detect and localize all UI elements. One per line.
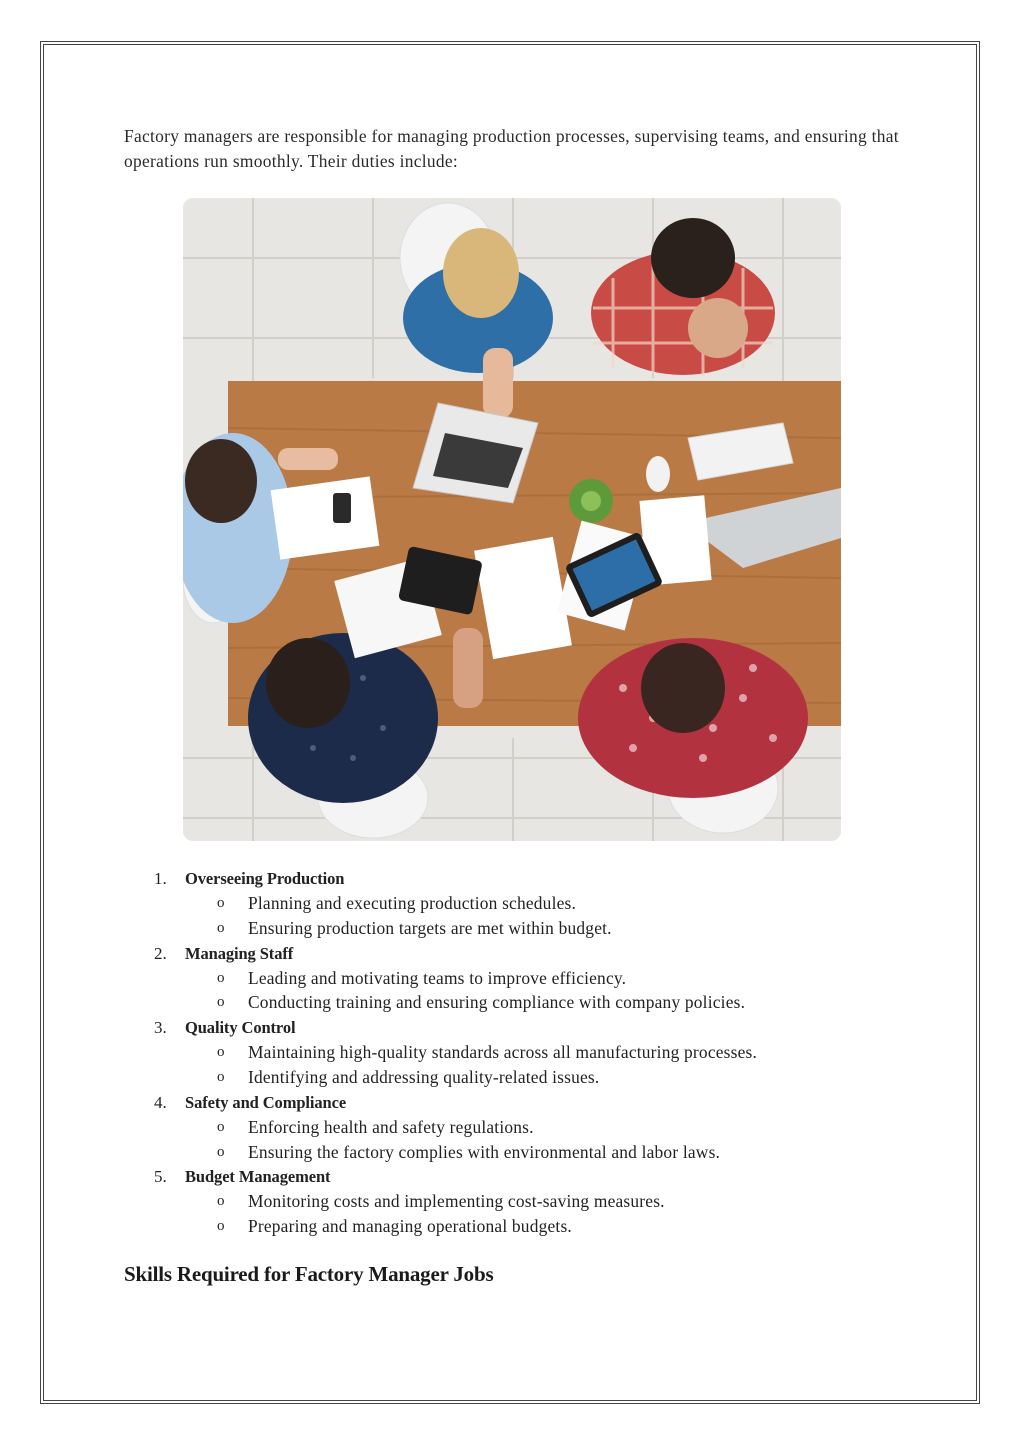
duty-item <box>124 866 924 941</box>
bullet-marker: o <box>217 1193 225 1210</box>
list-item <box>124 966 924 991</box>
duty-title: Safety and Compliance <box>185 1092 347 1112</box>
team-meeting-photo <box>183 198 841 841</box>
list-item <box>124 916 924 941</box>
duty-subitems <box>124 1040 924 1090</box>
duty-item <box>124 1164 924 1239</box>
duty-item <box>124 1015 924 1090</box>
list-item-text: Monitoring costs and implementing cost-saving measures. <box>248 1191 665 1212</box>
duty-number: 3. <box>154 1018 167 1038</box>
duty-number: 1. <box>154 869 167 888</box>
duty-number: 2. <box>154 943 167 963</box>
list-item-text: Maintaining high-quality standards across all manufacturing processes. <box>248 1042 758 1063</box>
list-item <box>124 1065 924 1090</box>
duty-header <box>124 1015 924 1040</box>
bullet-marker: o <box>217 895 225 911</box>
list-item-text: Ensuring production targets are met within budget. <box>248 917 612 938</box>
bullet-marker: o <box>217 1218 225 1235</box>
duty-item <box>124 941 924 1016</box>
bullet-marker: o <box>217 969 225 986</box>
duty-header <box>124 941 924 966</box>
list-item <box>124 1189 924 1214</box>
bullet-marker: o <box>217 1118 225 1135</box>
list-item-text: Identifying and addressing quality-related issues. <box>248 1066 600 1087</box>
list-item <box>124 1040 924 1065</box>
list-item-text: Planning and executing production schedules. <box>248 893 577 913</box>
duty-subitems <box>124 1115 924 1165</box>
duty-header <box>124 866 924 891</box>
list-item <box>124 1140 924 1165</box>
list-item <box>124 990 924 1015</box>
duty-title: Managing Staff <box>185 943 294 963</box>
bullet-marker: o <box>217 1044 225 1061</box>
list-item <box>124 891 924 916</box>
list-item-text: Ensuring the factory complies with environmental and labor laws. <box>248 1141 721 1162</box>
list-item <box>124 1115 924 1140</box>
list-item-text: Leading and motivating teams to improve efficiency. <box>248 967 627 988</box>
list-item-text: Preparing and managing operational budgets. <box>248 1216 572 1237</box>
list-item-text: Enforcing health and safety regulations. <box>248 1116 534 1137</box>
duty-number: 5. <box>154 1167 167 1187</box>
list-item-text: Conducting training and ensuring compliance with company policies. <box>248 992 746 1013</box>
duty-title: Quality Control <box>185 1018 296 1038</box>
duty-header <box>124 1090 924 1115</box>
skills-heading: Skills Required for Factory Manager Jobs <box>124 1262 494 1286</box>
intro-paragraph: Factory managers are responsible for managing production processes, supervising teams, and ensuring that operations run smoothly. Their duties include: <box>124 126 899 171</box>
duties-list <box>124 866 924 1239</box>
duty-item <box>124 1090 924 1165</box>
duty-title: Budget Management <box>185 1167 331 1187</box>
bullet-marker: o <box>217 1068 225 1085</box>
bullet-marker: o <box>217 994 225 1011</box>
duty-subitems <box>124 966 924 1016</box>
duty-number: 4. <box>154 1092 167 1112</box>
list-item <box>124 1214 924 1239</box>
bullet-marker: o <box>217 1143 225 1160</box>
duty-subitems <box>124 891 924 941</box>
bullet-marker: o <box>217 919 225 936</box>
duty-header <box>124 1164 924 1189</box>
duty-title: Overseeing Production <box>185 869 345 888</box>
duty-subitems <box>124 1189 924 1239</box>
